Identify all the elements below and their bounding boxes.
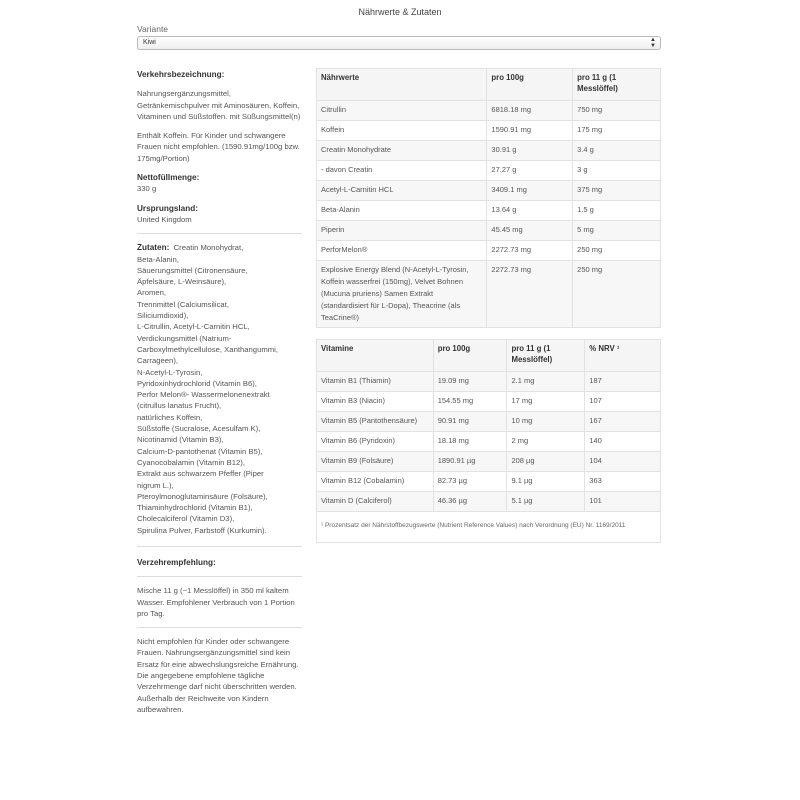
variant-select[interactable] xyxy=(137,36,661,50)
zutaten-line: Äpfelsäure, L-Weinsäure), xyxy=(137,277,227,287)
table-cell: 17 mg xyxy=(507,392,585,412)
table-cell: 3409.1 mg xyxy=(487,181,573,201)
table-cell: 19.09 mg xyxy=(433,372,507,392)
table-cell: 5.1 µg xyxy=(507,492,585,512)
table-cell: 27.27 g xyxy=(487,161,573,181)
table-row xyxy=(317,181,661,201)
table-row xyxy=(317,121,661,141)
table-cell: 208 µg xyxy=(507,452,585,472)
table-cell: 750 mg xyxy=(573,101,661,121)
table-row xyxy=(317,221,661,241)
zutaten-line: natürliches Koffein, xyxy=(137,412,203,422)
footnote: ¹ Prozentsatz der Nährstoffbezugswerte (Nutrient Reference Values) nach Verordnung (EU) Nr. 1169/2011 xyxy=(317,512,661,543)
header-cell: pro 11 g (1 Messlöffel) xyxy=(573,69,661,101)
zutaten-line: Säuerungsmittel (Citronensäure, xyxy=(137,265,248,275)
table-cell: Koffein xyxy=(317,121,487,141)
netto-value: 330 g xyxy=(137,184,157,194)
table-cell: Explosive Energy Blend (N-Acetyl-L-Tyrosin, Koffein wasserfrei (150mg), Velvet Bohnen (Mucuna pruriens) Samen Extrakt (standardisiert für L-Dopa), Theacrine (als TeaCrine®) xyxy=(317,261,487,328)
table-cell: 9.1 µg xyxy=(507,472,585,492)
netto-heading: Nettofüllmenge: xyxy=(137,173,200,183)
table-cell: Acetyl-L-Carnitin HCL xyxy=(317,181,487,201)
table-cell: Piperin xyxy=(317,221,487,241)
table-row xyxy=(317,452,661,472)
header-cell: % NRV ¹ xyxy=(585,340,661,372)
zutaten-line: Süßstoffe (Sucralose, Acesulfam K), xyxy=(137,424,261,434)
table-cell: 250 mg xyxy=(573,241,661,261)
table-cell: 3.4 g xyxy=(573,141,661,161)
table-cell: 1.5 g xyxy=(573,201,661,221)
koffein-text: Enthält Koffein. Für Kinder und schwangere Frauen nicht empfohlen. (1590.91mg/100g bzw. 175mg/Portion) xyxy=(137,131,300,163)
table-row xyxy=(317,392,661,412)
page-title: Nährwerte & Zutaten xyxy=(358,7,442,17)
table-row xyxy=(317,492,661,512)
verzehr-heading: Verzehrempfehlung: xyxy=(137,557,216,567)
table-cell: 2272.73 mg xyxy=(487,241,573,261)
table-cell: 1890.91 µg xyxy=(433,452,507,472)
table-cell: Vitamin B1 (Thiamin) xyxy=(317,372,434,392)
table-row xyxy=(317,472,661,492)
table-cell: 30.91 g xyxy=(487,141,573,161)
verzehr-text: Mische 11 g (~1 Messlöffel) in 350 ml kaltem Wasser. Empfohlener Verbrauch von 1 Portion pro Tag. xyxy=(137,586,295,618)
table-cell: 1590.91 mg xyxy=(487,121,573,141)
select-arrows-icon: ▲ ▼ xyxy=(650,37,656,49)
table-cell: 154.55 mg xyxy=(433,392,507,412)
table-cell: 2 mg xyxy=(507,432,585,452)
zutaten-line: nigrum L.), xyxy=(137,480,174,490)
header-cell: Vitamine xyxy=(317,340,434,372)
zutaten-heading: Zutaten: xyxy=(137,243,170,253)
zutaten-line: Beta-Alanin, xyxy=(137,254,179,264)
table-cell: 187 xyxy=(585,372,661,392)
zutaten-block xyxy=(137,242,302,536)
warning-text: Nicht empfohlen für Kinder oder schwangere Frauen. Nahrungsergänzungsmittel sind kein Ersatz für eine abwechslungsreiche Ernährung. Die angegebene empfohlene tägliche Verzehrmenge darf nicht überschritten werden. Außerhalb der Reichweite von Kindern aufbewahren. xyxy=(137,637,299,714)
table-cell: 107 xyxy=(585,392,661,412)
table-cell: Beta-Alanin xyxy=(317,201,487,221)
zutaten-line: Pyridoxinhydrochlorid (Vitamin B6), xyxy=(137,378,257,388)
zutaten-line: L-Citrullin, Acetyl-L-Carnitin HCL, xyxy=(137,322,250,332)
zutaten-line: Nicotinamid (Vitamin B3), xyxy=(137,435,224,445)
table-cell: Creatin Monohydrate xyxy=(317,141,487,161)
table-cell: Vitamin B6 (Pyridoxin) xyxy=(317,432,434,452)
table-cell: Vitamin B3 (Niacin) xyxy=(317,392,434,412)
table-header-row xyxy=(317,69,661,101)
table-cell: Vitamin B12 (Cobalamin) xyxy=(317,472,434,492)
table-cell: 18.18 mg xyxy=(433,432,507,452)
ursprung-heading: Ursprungsland: xyxy=(137,203,198,213)
table-cell: 363 xyxy=(585,472,661,492)
table-row xyxy=(317,201,661,221)
table-header-row xyxy=(317,340,661,372)
zutaten-line: Aromen, xyxy=(137,288,167,298)
table-cell: 375 mg xyxy=(573,181,661,201)
vitamine-table xyxy=(316,339,661,543)
table-cell: 101 xyxy=(585,492,661,512)
table-cell: 2272.73 mg xyxy=(487,261,573,328)
zutaten-line: Calcium-D-pantothenat (Vitamin B5), xyxy=(137,446,263,456)
table-cell: Vitamin D (Calciferol) xyxy=(317,492,434,512)
zutaten-line: Cholecalciferol (Vitamin D3), xyxy=(137,514,235,524)
table-row xyxy=(317,432,661,452)
table-row xyxy=(317,372,661,392)
table-cell: - davon Creatin xyxy=(317,161,487,181)
table-cell: 13.64 g xyxy=(487,201,573,221)
table-cell: 46.36 µg xyxy=(433,492,507,512)
header-cell: pro 11 g (1 Messlöffel) xyxy=(507,340,585,372)
table-cell: 6818.18 mg xyxy=(487,101,573,121)
table-row xyxy=(317,241,661,261)
zutaten-line: N-Acetyl-L-Tyrosin, xyxy=(137,367,203,377)
variant-label: Variante xyxy=(137,24,169,34)
table-cell: 175 mg xyxy=(573,121,661,141)
table-cell: 167 xyxy=(585,412,661,432)
ursprung-value: United Kingdom xyxy=(137,214,192,224)
table-row xyxy=(317,261,661,328)
zutaten-line: Verdickungsmittel (Natrium- xyxy=(137,333,232,343)
table-row xyxy=(317,161,661,181)
table-cell: 250 mg xyxy=(573,261,661,328)
verkehrs-heading: Verkehrsbezeichnung: xyxy=(137,70,225,79)
zutaten-line: Creatin Monohydrat, xyxy=(173,243,244,253)
zutaten-line: Siliciumdioxid), xyxy=(137,311,189,321)
table-cell: PerforMelon® xyxy=(317,241,487,261)
product-info-column xyxy=(137,69,302,715)
zutaten-line: Carrageen), xyxy=(137,356,179,366)
footnote-row xyxy=(317,512,661,543)
table-cell: 10 mg xyxy=(507,412,585,432)
zutaten-line: Extrakt aus schwarzem Pfeffer (Piper xyxy=(137,469,264,479)
header-cell: pro 100g xyxy=(487,69,573,101)
header-cell: Nährwerte xyxy=(317,69,487,101)
zutaten-line: (citrullus lanatus Frucht), xyxy=(137,401,222,411)
table-cell: 104 xyxy=(585,452,661,472)
zutaten-line: Thiaminhydrochlorid (Vitamin B1), xyxy=(137,503,253,513)
table-cell: 45.45 mg xyxy=(487,221,573,241)
zutaten-line: Carboxylmethylcellulose, Xanthangummi, xyxy=(137,344,279,354)
table-cell: Citrullin xyxy=(317,101,487,121)
zutaten-line: Cyanocobalamin (Vitamin B12), xyxy=(137,457,245,467)
naehrwerte-table xyxy=(316,68,661,328)
zutaten-line: Pteroylmonoglutaminsäure (Folsäure), xyxy=(137,491,268,501)
table-cell: 90.91 mg xyxy=(433,412,507,432)
table-cell: Vitamin B9 (Folsäure) xyxy=(317,452,434,472)
header-cell: pro 100g xyxy=(433,340,507,372)
table-cell: 3 g xyxy=(573,161,661,181)
zutaten-line: Perfor Melon®- Wassermelonenextrakt xyxy=(137,390,270,400)
variant-selected-value: Kiwi xyxy=(143,39,156,46)
table-cell: 5 mg xyxy=(573,221,661,241)
table-row xyxy=(317,101,661,121)
table-cell: 82.73 µg xyxy=(433,472,507,492)
table-cell: 140 xyxy=(585,432,661,452)
zutaten-line: Trennmittel (Calciumsilicat, xyxy=(137,299,229,309)
verkehrs-text: Nahrungsergänzungsmittel, Getränkemischpulver mit Aminosäuren, Koffein, Vitaminen und Süßstoffen. mit Süßungsmittel(n) xyxy=(137,89,301,121)
zutaten-line: Spirulina Pulver, Farbstoff (Kurkumin). xyxy=(137,525,267,535)
table-cell: 2.1 mg xyxy=(507,372,585,392)
table-row xyxy=(317,412,661,432)
table-row xyxy=(317,141,661,161)
table-cell: Vitamin B5 (Pantothensäure) xyxy=(317,412,434,432)
